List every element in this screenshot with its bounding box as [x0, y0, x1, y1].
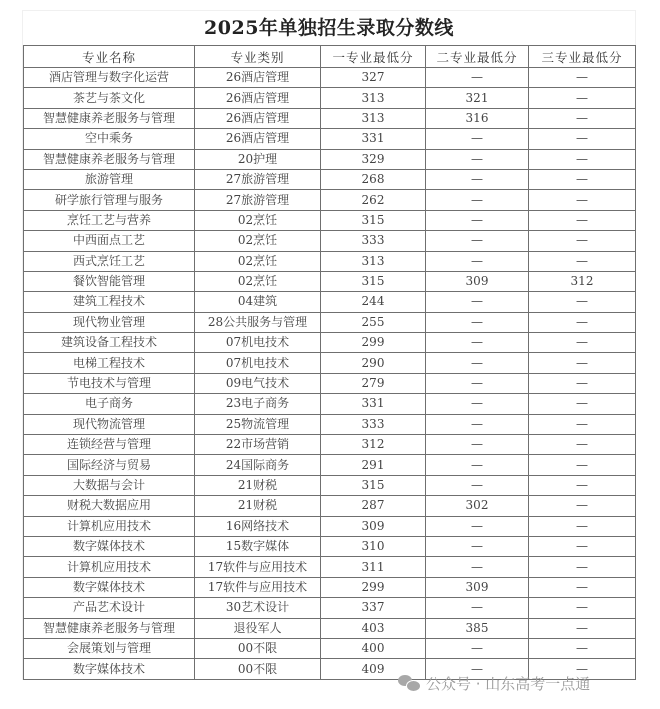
table-row	[24, 394, 636, 414]
major-category-cell: 00不限	[195, 638, 321, 658]
major-category-cell: 07机电技术	[195, 333, 321, 353]
major-name-cell: 空中乘务	[24, 129, 195, 149]
column-header-first-choice-min: 一专业最低分	[321, 46, 426, 68]
second-choice-min-cell: —	[426, 231, 529, 251]
third-choice-min-cell: —	[529, 455, 636, 475]
table-row	[24, 557, 636, 577]
major-name-cell: 建筑工程技术	[24, 292, 195, 312]
second-choice-min-cell: —	[426, 190, 529, 210]
third-choice-min-cell: —	[529, 373, 636, 393]
table-row	[24, 353, 636, 373]
first-choice-min-cell: 327	[321, 68, 426, 88]
first-choice-min-cell: 291	[321, 455, 426, 475]
first-choice-min-cell: 313	[321, 88, 426, 108]
first-choice-min-cell: 310	[321, 536, 426, 556]
table-row	[24, 108, 636, 128]
second-choice-min-cell: —	[426, 149, 529, 169]
second-choice-min-cell: 385	[426, 618, 529, 638]
first-choice-min-cell: 287	[321, 496, 426, 516]
table-row	[24, 68, 636, 88]
table-row	[24, 577, 636, 597]
major-name-cell: 电梯工程技术	[24, 353, 195, 373]
table-row	[24, 455, 636, 475]
major-category-cell: 20护理	[195, 149, 321, 169]
table-row	[24, 598, 636, 618]
major-category-cell: 16网络技术	[195, 516, 321, 536]
major-name-cell: 烹饪工艺与营养	[24, 210, 195, 230]
table-row	[24, 292, 636, 312]
table-row	[24, 435, 636, 455]
major-category-cell: 23电子商务	[195, 394, 321, 414]
table-row	[24, 190, 636, 210]
first-choice-min-cell: 309	[321, 516, 426, 536]
table-row	[24, 271, 636, 291]
major-name-cell: 大数据与会计	[24, 475, 195, 495]
page-title: 2025年单独招生录取分数线	[204, 17, 454, 39]
table-row	[24, 496, 636, 516]
major-category-cell: 30艺术设计	[195, 598, 321, 618]
first-choice-min-cell: 333	[321, 231, 426, 251]
third-choice-min-cell: —	[529, 557, 636, 577]
third-choice-min-cell: —	[529, 231, 636, 251]
major-category-cell: 27旅游管理	[195, 190, 321, 210]
first-choice-min-cell: 262	[321, 190, 426, 210]
first-choice-min-cell: 331	[321, 129, 426, 149]
third-choice-min-cell: —	[529, 475, 636, 495]
second-choice-min-cell: —	[426, 455, 529, 475]
major-category-cell: 21财税	[195, 496, 321, 516]
second-choice-min-cell: 302	[426, 496, 529, 516]
second-choice-min-cell: —	[426, 536, 529, 556]
watermark-text: 公众号 · 山东高考一点通	[426, 674, 591, 693]
second-choice-min-cell: —	[426, 169, 529, 189]
second-choice-min-cell: —	[426, 333, 529, 353]
third-choice-min-cell: —	[529, 618, 636, 638]
major-name-cell: 研学旅行管理与服务	[24, 190, 195, 210]
major-name-cell: 智慧健康养老服务与管理	[24, 108, 195, 128]
table-row	[24, 373, 636, 393]
third-choice-min-cell: —	[529, 353, 636, 373]
major-name-cell: 现代物业管理	[24, 312, 195, 332]
major-category-cell: 17软件与应用技术	[195, 557, 321, 577]
first-choice-min-cell: 333	[321, 414, 426, 434]
major-name-cell: 旅游管理	[24, 169, 195, 189]
table-row	[24, 475, 636, 495]
second-choice-min-cell: —	[426, 475, 529, 495]
second-choice-min-cell: —	[426, 557, 529, 577]
major-category-cell: 02烹饪	[195, 271, 321, 291]
third-choice-min-cell: —	[529, 88, 636, 108]
table-row	[24, 638, 636, 658]
second-choice-min-cell: —	[426, 312, 529, 332]
third-choice-min-cell: —	[529, 598, 636, 618]
major-category-cell: 21财税	[195, 475, 321, 495]
second-choice-min-cell: —	[426, 129, 529, 149]
third-choice-min-cell: —	[529, 516, 636, 536]
third-choice-min-cell: —	[529, 659, 636, 679]
table-row	[24, 516, 636, 536]
major-name-cell: 财税大数据应用	[24, 496, 195, 516]
third-choice-min-cell: —	[529, 68, 636, 88]
major-category-cell: 26酒店管理	[195, 108, 321, 128]
major-name-cell: 数字媒体技术	[24, 577, 195, 597]
second-choice-min-cell: 309	[426, 271, 529, 291]
third-choice-min-cell: —	[529, 129, 636, 149]
third-choice-min-cell: —	[529, 169, 636, 189]
first-choice-min-cell: 312	[321, 435, 426, 455]
table-row	[24, 129, 636, 149]
third-choice-min-cell: —	[529, 394, 636, 414]
major-category-cell: 02烹饪	[195, 210, 321, 230]
first-choice-min-cell: 409	[321, 659, 426, 679]
second-choice-min-cell: 321	[426, 88, 529, 108]
second-choice-min-cell: 316	[426, 108, 529, 128]
major-name-cell: 中西面点工艺	[24, 231, 195, 251]
third-choice-min-cell: —	[529, 190, 636, 210]
third-choice-min-cell: —	[529, 577, 636, 597]
major-category-cell: 02烹饪	[195, 251, 321, 271]
major-category-cell: 00不限	[195, 659, 321, 679]
first-choice-min-cell: 279	[321, 373, 426, 393]
column-header-major-name: 专业名称	[24, 46, 195, 68]
second-choice-min-cell: —	[426, 638, 529, 658]
first-choice-min-cell: 403	[321, 618, 426, 638]
watermark	[398, 672, 590, 694]
major-name-cell: 数字媒体技术	[24, 536, 195, 556]
major-category-cell: 15数字媒体	[195, 536, 321, 556]
wechat-icon	[398, 674, 420, 692]
first-choice-min-cell: 313	[321, 108, 426, 128]
second-choice-min-cell: —	[426, 68, 529, 88]
column-header-major-category: 专业类别	[195, 46, 321, 68]
second-choice-min-cell: —	[426, 435, 529, 455]
first-choice-min-cell: 290	[321, 353, 426, 373]
major-name-cell: 酒店管理与数字化运营	[24, 68, 195, 88]
major-category-cell: 24国际商务	[195, 455, 321, 475]
major-category-cell: 07机电技术	[195, 353, 321, 373]
third-choice-min-cell: —	[529, 108, 636, 128]
first-choice-min-cell: 313	[321, 251, 426, 271]
score-sheet	[22, 10, 636, 680]
major-name-cell: 国际经济与贸易	[24, 455, 195, 475]
second-choice-min-cell: —	[426, 414, 529, 434]
third-choice-min-cell: —	[529, 496, 636, 516]
third-choice-min-cell: 312	[529, 271, 636, 291]
major-name-cell: 电子商务	[24, 394, 195, 414]
first-choice-min-cell: 315	[321, 475, 426, 495]
first-choice-min-cell: 311	[321, 557, 426, 577]
table-row	[24, 149, 636, 169]
major-category-cell: 26酒店管理	[195, 88, 321, 108]
first-choice-min-cell: 329	[321, 149, 426, 169]
second-choice-min-cell: —	[426, 210, 529, 230]
second-choice-min-cell: —	[426, 598, 529, 618]
third-choice-min-cell: —	[529, 638, 636, 658]
major-name-cell: 连锁经营与管理	[24, 435, 195, 455]
column-header-second-choice-min: 二专业最低分	[426, 46, 529, 68]
table-row	[24, 312, 636, 332]
major-name-cell: 节电技术与管理	[24, 373, 195, 393]
major-name-cell: 产品艺术设计	[24, 598, 195, 618]
major-name-cell: 茶艺与茶文化	[24, 88, 195, 108]
table-row	[24, 333, 636, 353]
second-choice-min-cell: —	[426, 292, 529, 312]
major-category-cell: 22市场营销	[195, 435, 321, 455]
third-choice-min-cell: —	[529, 149, 636, 169]
major-category-cell: 退役军人	[195, 618, 321, 638]
second-choice-min-cell: —	[426, 353, 529, 373]
header-row	[24, 46, 636, 68]
major-name-cell: 建筑设备工程技术	[24, 333, 195, 353]
second-choice-min-cell: —	[426, 516, 529, 536]
table-row	[24, 88, 636, 108]
admission-score-table	[23, 45, 636, 680]
third-choice-min-cell: —	[529, 210, 636, 230]
table-row	[24, 231, 636, 251]
table-row	[24, 210, 636, 230]
second-choice-min-cell: —	[426, 373, 529, 393]
major-name-cell: 智慧健康养老服务与管理	[24, 149, 195, 169]
major-name-cell: 智慧健康养老服务与管理	[24, 618, 195, 638]
first-choice-min-cell: 400	[321, 638, 426, 658]
second-choice-min-cell: —	[426, 394, 529, 414]
major-name-cell: 计算机应用技术	[24, 516, 195, 536]
first-choice-min-cell: 299	[321, 577, 426, 597]
table-row	[24, 414, 636, 434]
major-category-cell: 28公共服务与管理	[195, 312, 321, 332]
major-category-cell: 27旅游管理	[195, 169, 321, 189]
major-category-cell: 26酒店管理	[195, 68, 321, 88]
third-choice-min-cell: —	[529, 333, 636, 353]
third-choice-min-cell: —	[529, 312, 636, 332]
major-name-cell: 数字媒体技术	[24, 659, 195, 679]
first-choice-min-cell: 255	[321, 312, 426, 332]
major-name-cell: 现代物流管理	[24, 414, 195, 434]
table-row	[24, 169, 636, 189]
first-choice-min-cell: 331	[321, 394, 426, 414]
second-choice-min-cell: 309	[426, 577, 529, 597]
major-category-cell: 02烹饪	[195, 231, 321, 251]
major-name-cell: 餐饮智能管理	[24, 271, 195, 291]
second-choice-min-cell: —	[426, 251, 529, 271]
major-category-cell: 09电气技术	[195, 373, 321, 393]
third-choice-min-cell: —	[529, 292, 636, 312]
first-choice-min-cell: 315	[321, 271, 426, 291]
major-category-cell: 25物流管理	[195, 414, 321, 434]
first-choice-min-cell: 299	[321, 333, 426, 353]
first-choice-min-cell: 268	[321, 169, 426, 189]
major-category-cell: 17软件与应用技术	[195, 577, 321, 597]
major-name-cell: 西式烹饪工艺	[24, 251, 195, 271]
third-choice-min-cell: —	[529, 414, 636, 434]
column-header-third-choice-min: 三专业最低分	[529, 46, 636, 68]
first-choice-min-cell: 244	[321, 292, 426, 312]
third-choice-min-cell: —	[529, 251, 636, 271]
second-choice-min-cell: —	[426, 659, 529, 679]
table-row	[24, 618, 636, 638]
major-category-cell: 26酒店管理	[195, 129, 321, 149]
first-choice-min-cell: 337	[321, 598, 426, 618]
major-name-cell: 会展策划与管理	[24, 638, 195, 658]
table-row	[24, 536, 636, 556]
third-choice-min-cell: —	[529, 536, 636, 556]
table-row	[24, 251, 636, 271]
major-category-cell: 04建筑	[195, 292, 321, 312]
third-choice-min-cell: —	[529, 435, 636, 455]
table-body	[24, 68, 636, 680]
first-choice-min-cell: 315	[321, 210, 426, 230]
major-name-cell: 计算机应用技术	[24, 557, 195, 577]
